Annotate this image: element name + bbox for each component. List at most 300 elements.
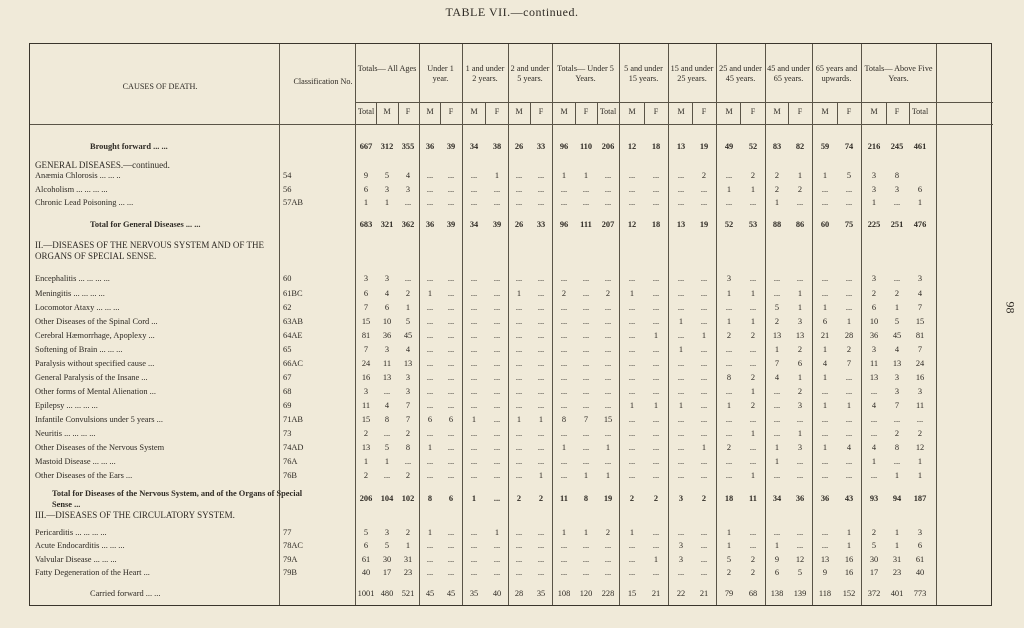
cell-value: 86	[795, 220, 805, 229]
cell-value: 1	[726, 541, 732, 550]
cause-label: Total for General Diseases ... ...	[90, 220, 201, 229]
cell-value: 2	[629, 494, 635, 503]
cell-value: 40	[492, 589, 502, 598]
cell-value: 1	[822, 303, 828, 312]
cause-label: Other forms of Mental Alienation ...	[35, 387, 156, 396]
cell-value: 35	[469, 589, 479, 598]
cell-value: ...	[582, 457, 590, 466]
cell-value: 773	[913, 589, 927, 598]
cell-value: 1	[822, 345, 828, 354]
header-sub: M	[870, 107, 878, 116]
cell-value: 11	[361, 401, 371, 410]
divider-line	[886, 102, 887, 124]
cell-value: ...	[700, 471, 708, 480]
cell-value: ...	[447, 568, 455, 577]
cause-label: Valvular Disease ... ... ...	[35, 555, 117, 564]
cell-value: 7	[583, 415, 589, 424]
cell-value: 1	[538, 415, 544, 424]
cell-value: 1	[846, 401, 852, 410]
cell-value: ...	[773, 429, 781, 438]
cell-value: ...	[493, 274, 501, 283]
cause-label: Fatty Degeneration of the Heart ...	[35, 568, 150, 577]
cause-label: Mastoid Disease ... ... ...	[35, 457, 116, 466]
divider-line	[419, 44, 420, 605]
header-group: 45 and under 65 years.	[767, 64, 810, 83]
cell-value: ...	[470, 401, 478, 410]
cell-value: 23	[892, 568, 902, 577]
cell-value: 1	[774, 198, 780, 207]
cell-value: 4	[384, 401, 390, 410]
cell-value: 74	[844, 142, 854, 151]
cell-value: ...	[604, 457, 612, 466]
cell-value: 13	[382, 373, 392, 382]
cell-value: 3	[894, 373, 900, 382]
nervous-total-label: Total for Diseases of the Nervous System, and of the Organs of Special Sense ...	[52, 489, 303, 509]
cell-value: ...	[604, 387, 612, 396]
cell-value: 2	[750, 373, 756, 382]
cell-value: 8	[583, 494, 589, 503]
cell-value: ...	[604, 429, 612, 438]
cell-value: 1	[726, 528, 732, 537]
cell-value: 1	[846, 528, 852, 537]
cell-value: 45	[892, 331, 902, 340]
divider-line	[485, 102, 486, 124]
cell-value: 2	[750, 568, 756, 577]
cell-value: ...	[628, 345, 636, 354]
cell-value: 5	[871, 541, 877, 550]
header-classification: Classification No.	[293, 77, 353, 86]
header-sub: M	[677, 107, 685, 116]
header-sub: F	[701, 107, 707, 116]
cell-value: 17	[869, 568, 879, 577]
cell-value: ...	[845, 274, 853, 283]
cell-value: 111	[580, 220, 592, 229]
classification-no: 76B	[283, 471, 297, 480]
cell-value: 187	[913, 494, 927, 503]
cell-value: ...	[677, 303, 685, 312]
cell-value: 1	[774, 541, 780, 550]
cell-value: 3	[726, 274, 732, 283]
cell-value: 4	[822, 359, 828, 368]
cell-value: ...	[652, 568, 660, 577]
divider-line	[376, 102, 377, 124]
cell-value: 5	[797, 568, 803, 577]
cell-value: ...	[582, 568, 590, 577]
header-group: Totals— Under 5 Years.	[557, 64, 614, 83]
cell-value: 1	[516, 415, 522, 424]
cell-value: ...	[493, 198, 501, 207]
cell-value: 13	[795, 331, 805, 340]
cell-value: ...	[493, 303, 501, 312]
cell-value: ...	[447, 359, 455, 368]
cell-value: 2	[405, 429, 411, 438]
cell-value: 15	[603, 415, 613, 424]
cell-value: 110	[579, 142, 593, 151]
cell-value: 61	[361, 555, 371, 564]
classification-no: 57AB	[283, 198, 304, 207]
cell-value: 11	[915, 401, 925, 410]
cell-value: 1	[405, 303, 411, 312]
cell-value: 3	[363, 387, 369, 396]
cell-value: ...	[560, 331, 568, 340]
cell-value: 355	[401, 142, 415, 151]
cell-value: ...	[560, 317, 568, 326]
header-sub: F	[405, 107, 411, 116]
cell-value: 3	[678, 494, 684, 503]
cell-value: 31	[403, 555, 413, 564]
cell-value: 81	[915, 331, 925, 340]
cell-value: 3	[894, 185, 900, 194]
cell-value: 5	[384, 541, 390, 550]
cell-value: ...	[870, 387, 878, 396]
section-general-diseases: GENERAL DISEASES.—continued.	[35, 160, 170, 170]
cell-value: 1	[726, 185, 732, 194]
cell-value: ...	[677, 198, 685, 207]
cell-value: 1	[822, 171, 828, 180]
cell-value: 11	[869, 359, 879, 368]
cell-value: ...	[845, 471, 853, 480]
cell-value: ...	[628, 198, 636, 207]
cell-value: 13	[820, 555, 830, 564]
cell-value: ...	[470, 528, 478, 537]
cell-value: ...	[560, 541, 568, 550]
cell-value: 4	[871, 401, 877, 410]
cell-value: ...	[493, 443, 501, 452]
classification-no: 79A	[283, 555, 298, 564]
header-sub: F	[583, 107, 589, 116]
cell-value: ...	[604, 317, 612, 326]
cell-value: 60	[820, 220, 830, 229]
cell-value: ...	[426, 317, 434, 326]
cell-value: ...	[725, 471, 733, 480]
cell-value: ...	[845, 289, 853, 298]
cell-value: 33	[536, 220, 546, 229]
divider-line	[575, 102, 576, 124]
cell-value: 4	[405, 345, 411, 354]
cell-value: ...	[582, 198, 590, 207]
cell-value: 1	[894, 303, 900, 312]
cell-value: ...	[773, 289, 781, 298]
cell-value: ...	[383, 471, 391, 480]
cause-label: Cerebral Hæmorrhage, Apoplexy ...	[35, 331, 155, 340]
cell-value: ...	[845, 185, 853, 194]
cell-value: 39	[446, 142, 456, 151]
cell-value: 2	[797, 185, 803, 194]
cell-value: ...	[604, 171, 612, 180]
cell-value: ...	[725, 359, 733, 368]
cell-value: 16	[915, 373, 925, 382]
cell-value: ...	[493, 568, 501, 577]
cause-label: Encephalitis ... ... ... ...	[35, 274, 110, 283]
cell-value: 6	[871, 303, 877, 312]
cell-value: ...	[821, 387, 829, 396]
cell-value: 34	[469, 142, 479, 151]
cell-value: ...	[725, 171, 733, 180]
cell-value: ...	[845, 373, 853, 382]
cell-value: ...	[493, 373, 501, 382]
cell-value: 2	[750, 171, 756, 180]
divider-line	[530, 102, 531, 124]
cell-value: 667	[359, 142, 373, 151]
cell-value: 4	[894, 345, 900, 354]
cell-value: 3	[871, 171, 877, 180]
cell-value: 3	[894, 387, 900, 396]
cell-value: ...	[677, 443, 685, 452]
cell-value: ...	[821, 185, 829, 194]
cell-value: 7	[917, 303, 923, 312]
cell-value: 1	[678, 345, 684, 354]
cell-value: 1	[797, 373, 803, 382]
cell-value: ...	[652, 317, 660, 326]
cell-value: 2	[405, 289, 411, 298]
cell-value: 1	[894, 528, 900, 537]
cell-value: ...	[560, 303, 568, 312]
cell-value: 28	[844, 331, 854, 340]
cell-value: 6	[797, 359, 803, 368]
cell-value: 362	[401, 220, 415, 229]
cell-value: 683	[359, 220, 373, 229]
cell-value: 2	[750, 331, 756, 340]
cell-value: 1	[405, 541, 411, 550]
cell-value: ...	[447, 345, 455, 354]
cell-value: ...	[700, 373, 708, 382]
divider-line	[462, 44, 463, 605]
cell-value: 6	[917, 541, 923, 550]
cell-value: ...	[773, 387, 781, 396]
cell-value: ...	[893, 415, 901, 424]
header-group: Totals— All Ages	[357, 64, 417, 73]
cell-value: 2	[797, 387, 803, 396]
cell-value: ...	[560, 555, 568, 564]
cell-value: 1	[629, 528, 635, 537]
cell-value: ...	[582, 359, 590, 368]
cell-value: ...	[582, 317, 590, 326]
cause-label: Other Diseases of the Spinal Cord ...	[35, 317, 158, 326]
cell-value: ...	[470, 541, 478, 550]
cell-value: 1	[653, 555, 659, 564]
cell-value: 4	[405, 171, 411, 180]
cell-value: ...	[652, 345, 660, 354]
cell-value: ...	[515, 303, 523, 312]
cell-value: ...	[749, 415, 757, 424]
cell-value: 1	[846, 317, 852, 326]
cell-value: 1	[653, 331, 659, 340]
cell-value: ...	[426, 429, 434, 438]
cell-value: 33	[536, 142, 546, 151]
cell-value: 6	[448, 494, 454, 503]
cell-value: ...	[560, 429, 568, 438]
cell-value: ...	[604, 568, 612, 577]
cell-value: 6	[822, 317, 828, 326]
classification-no: 69	[283, 401, 292, 410]
cell-value: ...	[493, 415, 501, 424]
header-group: Under 1 year.	[427, 64, 454, 83]
cell-value: ...	[773, 528, 781, 537]
cell-value: 1	[894, 541, 900, 550]
cell-value: 2	[605, 528, 611, 537]
divider-line	[812, 44, 813, 605]
cell-value: ...	[604, 185, 612, 194]
divider-line	[619, 44, 620, 605]
cell-value: 22	[676, 589, 686, 598]
cause-label: Infantile Convulsions under 5 years ...	[35, 415, 163, 424]
cell-value: ...	[582, 185, 590, 194]
cell-value: ...	[773, 415, 781, 424]
cell-value: 13	[676, 142, 686, 151]
cell-value: ...	[515, 401, 523, 410]
cell-value: 19	[699, 142, 709, 151]
cell-value: ...	[582, 345, 590, 354]
cell-value: ...	[493, 317, 501, 326]
header-sub: F	[797, 107, 803, 116]
cell-value: ...	[870, 471, 878, 480]
header-group: 1 and under 2 years.	[465, 64, 505, 83]
classification-no: 76A	[283, 457, 298, 466]
cell-value: 5	[384, 171, 390, 180]
cell-value: 207	[601, 220, 615, 229]
cell-value: ...	[383, 429, 391, 438]
header-sub: M	[560, 107, 568, 116]
cell-value: ...	[582, 373, 590, 382]
cell-value: ...	[470, 387, 478, 396]
cell-value: ...	[582, 443, 590, 452]
cell-value: 5	[726, 555, 732, 564]
cell-value: ...	[582, 401, 590, 410]
cell-value: ...	[725, 429, 733, 438]
header-sub: Total	[357, 107, 375, 116]
cell-value: 4	[846, 443, 852, 452]
divider-line	[440, 102, 441, 124]
cell-value: 61	[915, 555, 925, 564]
cell-value: ...	[537, 331, 545, 340]
cell-value: ...	[515, 359, 523, 368]
cell-value: ...	[560, 471, 568, 480]
cell-value: ...	[700, 528, 708, 537]
cell-value: 3	[384, 274, 390, 283]
cell-value: 4	[774, 373, 780, 382]
cell-value: 2	[653, 494, 659, 503]
cell-value: 88	[772, 220, 782, 229]
cell-value: ...	[515, 429, 523, 438]
header-group: 2 and under 5 years.	[510, 64, 550, 83]
cell-value: 36	[425, 142, 435, 151]
cell-value: 13	[772, 331, 782, 340]
cell-value: ...	[700, 387, 708, 396]
cell-value: 2	[750, 555, 756, 564]
cell-value: 1	[750, 317, 756, 326]
cell-value: 23	[403, 568, 413, 577]
cell-value: ...	[628, 429, 636, 438]
cell-value: 480	[380, 589, 394, 598]
cell-value: 35	[536, 589, 546, 598]
cell-value: 9	[822, 568, 828, 577]
cell-value: ...	[493, 429, 501, 438]
cell-value: 1	[494, 171, 500, 180]
cell-value: 1	[629, 289, 635, 298]
cell-value: ...	[796, 457, 804, 466]
cause-label: Anæmia Chlorosis ... ... ..	[35, 171, 121, 180]
cell-value: ...	[700, 359, 708, 368]
cell-value: 3	[871, 185, 877, 194]
cell-value: 81	[361, 331, 371, 340]
cell-value: 13	[892, 359, 902, 368]
cell-value: ...	[426, 171, 434, 180]
cell-value: ...	[749, 274, 757, 283]
cell-value: ...	[628, 457, 636, 466]
cell-value: ...	[426, 457, 434, 466]
cell-value: 1	[678, 401, 684, 410]
header-sub: M	[773, 107, 781, 116]
cell-value: 26	[514, 142, 524, 151]
cell-value: ...	[426, 568, 434, 577]
cell-value: 18	[651, 142, 661, 151]
cell-value: 1	[561, 528, 567, 537]
cell-value: 7	[894, 401, 900, 410]
cell-value: 8	[726, 373, 732, 382]
cell-value: ...	[447, 555, 455, 564]
cell-value: 1	[774, 443, 780, 452]
cell-value: ...	[470, 331, 478, 340]
cell-value: ...	[493, 471, 501, 480]
cell-value: 16	[361, 373, 371, 382]
cell-value: ...	[628, 303, 636, 312]
cell-value: ...	[700, 568, 708, 577]
cell-value: ...	[470, 373, 478, 382]
cell-value: 1	[701, 331, 707, 340]
cell-value: 2	[846, 345, 852, 354]
cell-value: 1	[917, 471, 923, 480]
cell-value: 2	[363, 471, 369, 480]
cell-value: 1	[917, 457, 923, 466]
table-title: TABLE VII.—continued.	[445, 5, 579, 19]
cell-value: 2	[917, 429, 923, 438]
cell-value: 2	[750, 401, 756, 410]
cell-value: 401	[890, 589, 904, 598]
classification-no: 63AB	[283, 317, 304, 326]
cell-value: ...	[652, 171, 660, 180]
cell-value: 36	[869, 331, 879, 340]
cell-value: 11	[560, 494, 568, 503]
cell-value: 7	[405, 401, 411, 410]
header-sub: F	[653, 107, 659, 116]
cell-value: 24	[361, 359, 371, 368]
cell-value: ...	[652, 429, 660, 438]
cell-value: ...	[628, 387, 636, 396]
cell-value: ...	[677, 471, 685, 480]
cell-value: 7	[846, 359, 852, 368]
cell-value: ...	[677, 171, 685, 180]
classification-no: 73	[283, 429, 292, 438]
header-group: Totals— Above Five Years.	[864, 64, 933, 83]
cell-value: ...	[700, 457, 708, 466]
divider-line	[909, 102, 910, 124]
cell-value: 461	[913, 142, 927, 151]
cell-value: 1	[822, 401, 828, 410]
cell-value: ...	[515, 331, 523, 340]
cell-value: ...	[700, 185, 708, 194]
cell-value: 2	[894, 429, 900, 438]
cell-value: ...	[560, 198, 568, 207]
cell-value: ...	[749, 359, 757, 368]
cause-label: Locomotor Ataxy ... ... ...	[35, 303, 120, 312]
cell-value: ...	[700, 415, 708, 424]
cell-value: ...	[652, 274, 660, 283]
cell-value: ...	[447, 289, 455, 298]
cell-value: ...	[700, 289, 708, 298]
cell-value: 1	[774, 457, 780, 466]
cell-value: ...	[628, 171, 636, 180]
divider-line	[936, 44, 937, 605]
